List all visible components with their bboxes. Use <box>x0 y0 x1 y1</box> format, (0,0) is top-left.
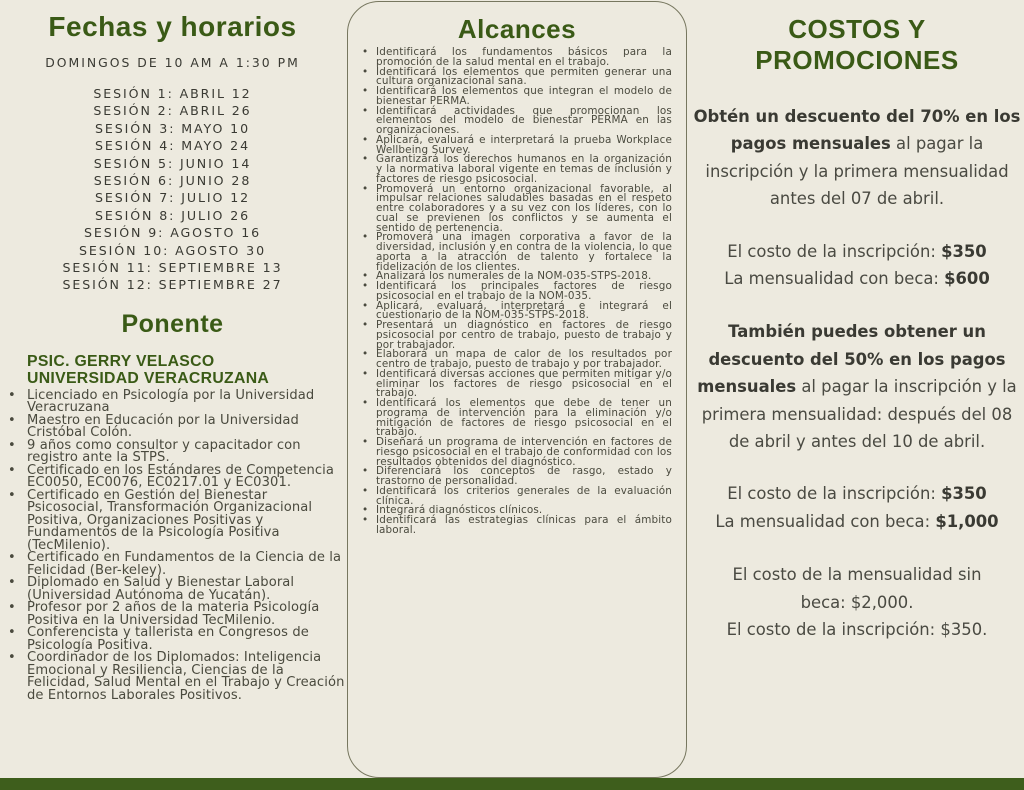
scope-item: • Integrará diagnósticos clínicos. <box>376 506 672 516</box>
cost-block-70 <box>690 238 1024 293</box>
session-item: SESIÓN 9: AGOSTO 16 <box>83 225 262 241</box>
enroll-cost-value: $350 <box>941 241 987 261</box>
enroll-cost-label: El costo de la inscripción: <box>727 484 942 504</box>
promo-70-highlight: Obtén un descuento del 70% en los pagos mensuales <box>693 107 1021 154</box>
enroll-cost-line <box>690 480 1024 507</box>
cost-block-50 <box>690 480 1024 535</box>
bio-item: • Certificado en los Estándares de Competencia EC0050, EC0076, EC0217.01 y EC0301. <box>27 465 345 490</box>
scope-item: • Diseñará un programa de intervención en factores de riesgo psicosocial en el trabajo de conformidad con los resultados obtenidos del diagnóstico. <box>376 438 672 467</box>
schedule-title: Fechas y horarios <box>48 11 297 42</box>
enroll-cost-plain: El costo de la inscripción: $350. <box>726 620 988 640</box>
scope-item: • Identificará actividades que promocionan los elementos del modelo de bienestar PERMA en las organizaciones. <box>376 107 672 136</box>
bio-item: • Maestro en Educación por la Universidad Cristóbal Colón. <box>27 415 345 440</box>
footer-band <box>0 778 1024 790</box>
scope-item: • Identificará los fundamentos básicos para la promoción de la salud mental en el trabajo. <box>376 48 672 68</box>
speaker-name-line: PSIC. GERRY VELASCO <box>27 352 215 370</box>
costs-title-line: COSTOS Y <box>788 14 926 44</box>
session-item: SESIÓN 8: JULIO 26 <box>94 207 251 223</box>
scope-item: • Identificará los elementos que integran el modelo de bienestar PERMA. <box>376 87 672 107</box>
speaker-bio-list <box>0 387 345 703</box>
bio-item: • Licenciado en Psicología por la Universidad Veracruzana <box>27 390 345 415</box>
scope-item: • Promoverá una imagen corporativa a favor de la diversidad, inclusión y en contra de la violencia, lo que aporta a la atracción de talento y fortalece la fidelización de los clientes. <box>376 233 672 272</box>
speaker-affiliation: UNIVERSIDAD VERACRUZANA <box>27 369 270 387</box>
scope-list <box>348 48 686 536</box>
enroll-cost-line <box>690 238 1024 265</box>
scope-item: • Identificará los principales factores de riesgo psicosocial en el trabajo de la NOM-035. <box>376 282 672 302</box>
scope-item: • Diferenciará los conceptos de rasgo, estado y trastorno de personalidad. <box>376 467 672 487</box>
bio-item: • Certificado en Gestión del Bienestar Psicosocial, Transformación Organizacional Positiva, Organizaciones Positivas y Fundamentos de la Psicología Positiva (TecMilenio). <box>27 490 345 553</box>
bio-item: • 9 años como consultor y capacitador con registro ante la STPS. <box>27 440 345 465</box>
session-item: SESIÓN 11: SEPTIEMBRE 13 <box>62 260 283 276</box>
scope-item: • Identificará los elementos que permiten generar una cultura organizacional sana. <box>376 68 672 88</box>
bio-item: • Conferencista y tallerista en Congresos de Psicología Positiva. <box>27 627 345 652</box>
schedule-and-speaker-column <box>0 0 345 702</box>
schedule-note: DOMINGOS DE 10 AM A 1:30 PM <box>45 55 300 70</box>
scope-item: • Analizará los numerales de la NOM-035-STPS-2018. <box>376 272 672 282</box>
session-item: SESIÓN 12: SEPTIEMBRE 27 <box>62 277 283 293</box>
monthly-cost-line <box>690 508 1024 535</box>
scope-item: • Identificará los criterios generales de la evaluación clínica. <box>376 487 672 507</box>
bio-item: • Coordinador de los Diplomados: Inteligencia Emocional y Resiliencia, Ciencias de la Felicidad, Salud Mental en el Trabajo y Creación de Entornos Laborales Positivos. <box>27 652 345 702</box>
session-list <box>0 85 345 294</box>
promo-50-text <box>690 318 1024 455</box>
promo-50-highlight: También puedes obtener un descuento del 50% en los pagos mensuales <box>697 322 1006 397</box>
speaker-name <box>27 353 345 387</box>
promo-70-detail: al pagar la inscripción y la primera mensualidad antes del 07 de abril. <box>705 134 1009 209</box>
scope-card <box>347 1 687 778</box>
monthly-cost-value: $1,000 <box>935 511 999 531</box>
scope-item: • Aplicará, evaluará, interpretará e integrará el cuestionario de la NOM-035-STPS-2018. <box>376 302 672 322</box>
bio-item: • Diplomado en Salud y Bienestar Laboral (Universidad Autónoma de Yucatán). <box>27 577 345 602</box>
enroll-cost-label: El costo de la inscripción: <box>727 241 942 261</box>
session-item: SESIÓN 10: AGOSTO 30 <box>79 242 266 258</box>
scope-item: • Identificará los elementos que debe de tener un programa de intervención para la eliminación y/o mitigación de factores de riesgo psicosocial en el trabajo. <box>376 399 672 438</box>
scope-item: • Presentará un diagnóstico en factores de riesgo psicosocial por centro de trabajo, puesto de trabajo y por trabajador. <box>376 321 672 350</box>
scope-item: • Aplicará, evaluará e interpretará la prueba Workplace Wellbeing Survey. <box>376 136 672 156</box>
speaker-title: Ponente <box>121 309 224 338</box>
session-item: SESIÓN 6: JUNIO 28 <box>93 173 252 189</box>
promo-50-detail: al pagar la inscripción y la primera mensualidad: después del 08 de abril y antes del 10 de abril. <box>701 377 1017 452</box>
enroll-cost-value: $350 <box>941 484 987 504</box>
scope-item: • Promoverá un entorno organizacional favorable, al impulsar relaciones saludables basadas en el respeto entre colaboradores y a su vez con los líderes, con lo cual se previenen los conflictos y se aumenta el sentido de pertenencia. <box>376 185 672 234</box>
costs-title <box>690 14 1024 76</box>
monthly-cost-line <box>690 265 1024 292</box>
session-item: SESIÓN 2: ABRIL 26 <box>93 103 252 119</box>
scope-title: Alcances <box>457 14 577 44</box>
scope-item: • Identificará las estrategias clínicas para el ámbito laboral. <box>376 516 672 536</box>
bio-item: • Certificado en Fundamentos de la Ciencia de la Felicidad (Ber-keley). <box>27 552 345 577</box>
session-item: SESIÓN 5: JUNIO 14 <box>93 155 252 171</box>
promo-70-text <box>690 103 1024 213</box>
monthly-cost-label: La mensualidad con beca: <box>724 269 945 289</box>
scope-item: • Identificará diversas acciones que permiten mitigar y/o eliminar los factores de riesgo psicosocial en el trabajo. <box>376 370 672 399</box>
bio-item: • Profesor por 2 años de la materia Psicología Positiva en la Universidad TecMilenio. <box>27 602 345 627</box>
session-item: SESIÓN 4: MAYO 24 <box>94 138 250 154</box>
session-item: SESIÓN 1: ABRIL 12 <box>93 86 252 101</box>
costs-column <box>690 0 1024 644</box>
monthly-cost-value: $600 <box>944 269 990 289</box>
session-item: SESIÓN 3: MAYO 10 <box>94 120 250 136</box>
costs-title-line: PROMOCIONES <box>755 45 959 75</box>
cost-block-regular <box>690 561 1024 643</box>
scope-item: • Garantizará los derechos humanos en la organización y la normativa laboral vigente en temas de inclusión y factores de riesgo psicosocial. <box>376 155 672 184</box>
scope-item: • Elaborará un mapa de calor de los resultados por centro de trabajo, puesto de trabajo y por trabajador. <box>376 350 672 370</box>
session-item: SESIÓN 7: JULIO 12 <box>94 190 251 206</box>
monthly-cost-label: La mensualidad con beca: <box>715 511 936 531</box>
no-scholarship-cost: El costo de la mensualidad sin beca: $2,000. <box>732 565 982 612</box>
